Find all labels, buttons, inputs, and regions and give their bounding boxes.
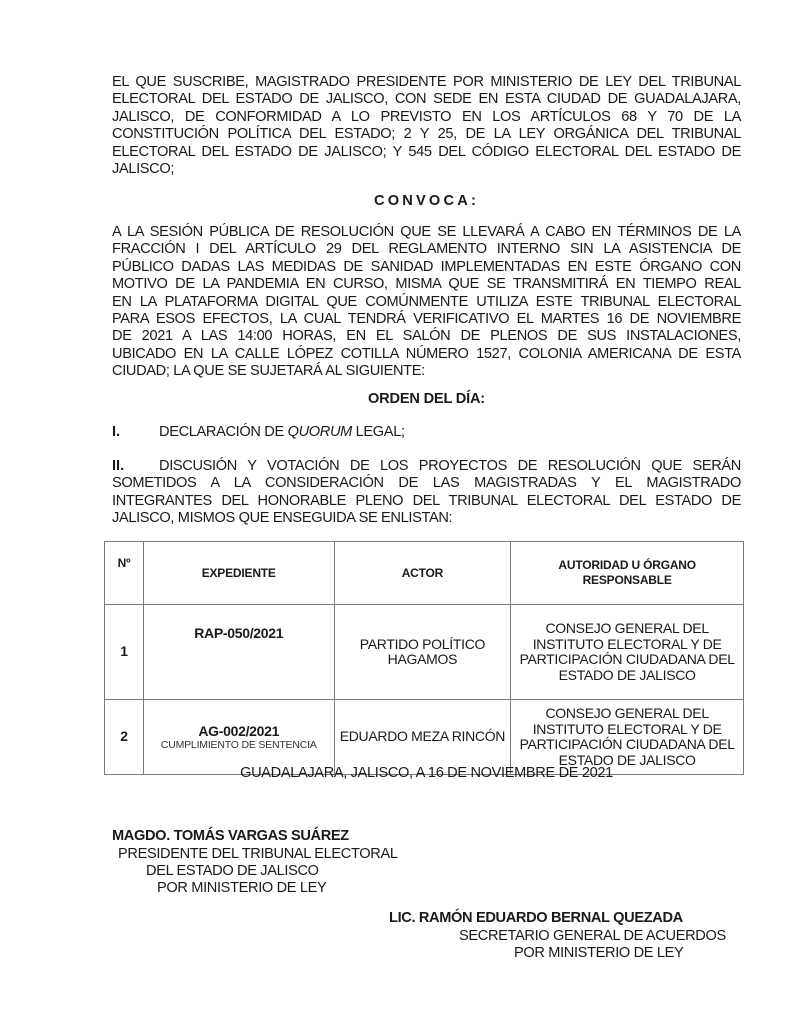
cases-table (104, 541, 744, 775)
quorum-italic: QUORUM (287, 424, 352, 440)
convocation-line: MOTIVO DE LA PANDEMIA EN CURSO, MISMA QUE SE TRANSMITIRÁ EN TIEMPO REAL (112, 276, 741, 293)
convocation-line: FRACCIÓN I DEL ARTÍCULO 29 DEL REGLAMENTO INTERNO SIN LA ASISTENCIA DE (112, 241, 741, 258)
convocation-line: CIUDAD; LA QUE SE SUJETARÁ AL SIGUIENTE: (112, 363, 425, 380)
header-expediente: EXPEDIENTE (143, 542, 334, 605)
signatory-2-title: SECRETARIO GENERAL DE ACUERDOS (459, 928, 726, 944)
row-autoridad (511, 605, 744, 700)
convocation-line: PÚBLICO DADAS LAS MEDIDAS DE SANIDAD IMPLEMENTADAS EN ESTE ÓRGANO CON (112, 258, 741, 275)
table-header-row (105, 542, 744, 605)
row-number: 2 (105, 700, 144, 775)
convoca-heading: CONVOCA: (373, 193, 480, 209)
autoridad-text: CONSEJO GENERAL DEL INSTITUTO ELECTORAL Y DE PARTICIPACIÓN CIUDADANA DEL ESTADO DE JALISCO (519, 620, 735, 683)
intro-paragraph (112, 74, 741, 178)
intro-line: JALISCO, DE CONFORMIDAD A LO PREVISTO EN LOS ARTÍCULOS 68 Y 70 DE LA (112, 108, 741, 125)
actor-text: EDUARDO MEZA RINCÓN (339, 728, 506, 745)
agenda-item-line: JALISCO, MISMOS QUE ENSEGUIDA SE ENLISTAN: (112, 510, 453, 527)
expediente-id: RAP-050/2021 (194, 625, 284, 641)
signatory-1-title: PRESIDENTE DEL TRIBUNAL ELECTORAL (118, 846, 398, 862)
signatory-1-title: POR MINISTERIO DE LEY (157, 880, 327, 896)
agenda-item-2-first (159, 458, 741, 475)
agenda-item-text-part: LEGAL; (351, 424, 405, 440)
convocation-line: UBICADO EN LA CALLE LÓPEZ COTILLA NÚMERO 1527, COLONIA AMERICANA DE ESTA (112, 345, 741, 362)
header-number: Nº (105, 542, 144, 605)
row-actor (334, 605, 511, 700)
autoridad-text: CONSEJO GENERAL DEL INSTITUTO ELECTORAL Y DE PARTICIPACIÓN CIUDADANA DEL ESTADO DE JALISCO (519, 705, 735, 768)
actor-text: PARTIDO POLÍTICO HAGAMOS (359, 635, 486, 667)
intro-line: EL QUE SUSCRIBE, MAGISTRADO PRESIDENTE POR MINISTERIO DE LEY DEL TRIBUNAL (112, 74, 741, 90)
table-row (105, 605, 744, 700)
signatory-1-title: DEL ESTADO DE JALISCO (146, 863, 319, 879)
agenda-item-line: DISCUSIÓN Y VOTACIÓN DE LOS PROYECTOS DE RESOLUCIÓN QUE SERÁN (159, 458, 741, 474)
row-expediente (143, 700, 334, 775)
convocation-paragraph (112, 224, 741, 381)
agenda-item-1 (159, 424, 741, 441)
agenda-item-number: II. (112, 458, 125, 474)
place-date: GUADALAJARA, JALISCO, A 16 DE NOVIEMBRE DE 2021 (240, 765, 613, 781)
agenda-heading: ORDEN DEL DÍA: (368, 391, 485, 407)
convocation-line: DE 2021 A LAS 14:00 HORAS, EN EL SALÓN DE PLENOS DE SUS INSTALACIONES, (112, 328, 741, 345)
header-actor: ACTOR (334, 542, 511, 605)
agenda-item-line: SOMETIDOS A LA CONSIDERACIÓN DE LAS MAGISTRADAS Y EL MAGISTRADO (112, 475, 741, 492)
convocation-line: PARA ESOS EFECTOS, LA CUAL TENDRÁ VERIFICATIVO EL MARTES 16 DE NOVIEMBRE (112, 310, 741, 327)
header-autoridad (511, 542, 744, 605)
row-actor (334, 700, 511, 775)
agenda-item-text (159, 424, 741, 441)
signatory-2-title: POR MINISTERIO DE LEY (514, 945, 684, 961)
row-number: 1 (105, 605, 144, 700)
row-expediente (143, 605, 334, 700)
agenda-item-2-rest (112, 475, 741, 527)
intro-line: CONSTITUCIÓN POLÍTICA DEL ESTADO; 2 Y 25, DE LA LEY ORGÁNICA DEL TRIBUNAL (112, 126, 741, 143)
expediente-id: AG-002/2021 (198, 723, 280, 739)
convocation-line: A LA SESIÓN PÚBLICA DE RESOLUCIÓN QUE SE LLEVARÁ A CABO EN TÉRMINOS DE LA (112, 224, 741, 240)
signatory-2-name: LIC. RAMÓN EDUARDO BERNAL QUEZADA (389, 910, 683, 926)
agenda-item-line: INTEGRANTES DEL HONORABLE PLENO DEL TRIBUNAL ELECTORAL DEL ESTADO DE (112, 492, 741, 509)
expediente-note: CUMPLIMIENTO DE SENTENCIA (160, 739, 317, 751)
agenda-item-number: I. (112, 424, 121, 440)
intro-line: ELECTORAL DEL ESTADO DE JALISCO, CON SEDE EN ESTA CIUDAD DE GUADALAJARA, (112, 91, 741, 108)
agenda-item-text-part: DECLARACIÓN DE (159, 424, 288, 440)
intro-line: ELECTORAL DEL ESTADO DE JALISCO; Y 545 DEL CÓDIGO ELECTORAL DEL ESTADO DE (112, 143, 741, 160)
convocation-line: EN LA PLATAFORMA DIGITAL QUE COMÚNMENTE UTILIZA ESTE TRIBUNAL ELECTORAL (112, 293, 741, 310)
header-autoridad-text: AUTORIDAD U ÓRGANO RESPONSABLE (558, 558, 696, 587)
intro-line: JALISCO; (112, 160, 175, 177)
signatory-1-name: MAGDO. TOMÁS VARGAS SUÁREZ (112, 828, 349, 844)
row-autoridad (511, 700, 744, 775)
table-row (105, 700, 744, 775)
